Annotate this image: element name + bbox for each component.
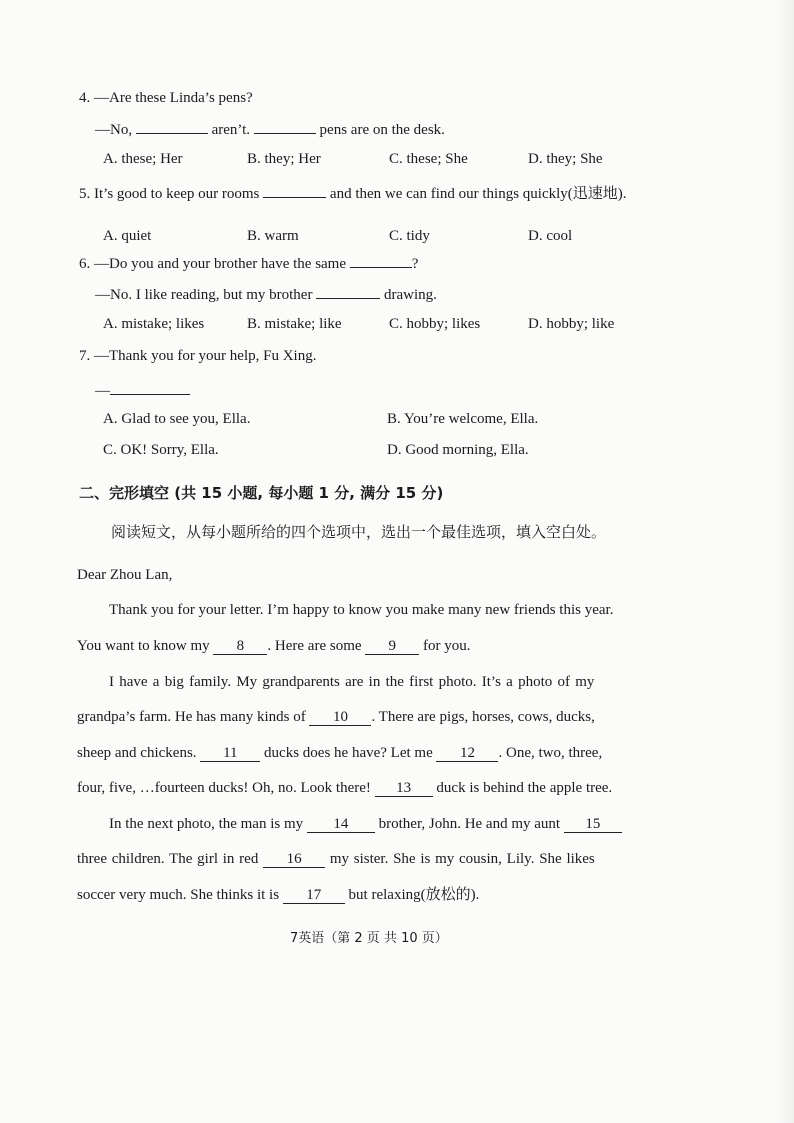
text-segment: soccer very much. She thinks it is	[77, 887, 280, 903]
q4-option-b: B. they; Her	[247, 151, 321, 167]
blank-8: 8	[213, 638, 267, 655]
q5-stem-a: 5. It’s good to keep our rooms	[79, 186, 260, 202]
q7-reply-dash: —	[95, 383, 110, 399]
text-segment: for you.	[423, 638, 471, 654]
section-instruction: 阅读短文，从每小题所给的四个选项中，选出一个最佳选项，填入空白处。	[111, 523, 607, 541]
q6-reply	[95, 284, 437, 304]
text-segment: my sister. She is my cousin, Lily. She likes	[329, 851, 595, 867]
q5-option-d: D. cool	[528, 228, 573, 244]
blank-16: 16	[263, 851, 325, 868]
q5-stem-b: and then we can find our things quickly(迅速地).	[329, 186, 627, 202]
blank-11: 11	[200, 745, 260, 762]
text-segment: In the next photo, the man is my	[109, 816, 304, 832]
q6-stem-b: ?	[411, 256, 419, 272]
letter-p2-line4	[77, 779, 612, 797]
letter-p1-line2	[77, 637, 471, 655]
q4-reply-b: aren’t.	[211, 122, 251, 138]
section-title: 二、完形填空 (共 15 小题, 每小题 1 分, 满分 15 分)	[79, 484, 444, 502]
q6-stem	[79, 253, 418, 273]
blank-17: 17	[283, 887, 345, 904]
q4-reply	[95, 119, 445, 139]
q7-option-c: C. OK! Sorry, Ella.	[103, 442, 219, 458]
blank-13: 13	[375, 780, 433, 797]
q7-stem: 7. —Thank you for your help, Fu Xing.	[79, 348, 317, 364]
blank-9: 9	[365, 638, 419, 655]
letter-p2-line1: I have a big family. My grandparents are in the first photo. It’s a photo of my	[109, 674, 595, 690]
q6-option-c: C. hobby; likes	[389, 316, 481, 332]
letter-p3-line2	[77, 850, 595, 868]
letter-p2-line2	[77, 708, 595, 726]
blank-15: 15	[564, 816, 622, 833]
q4-option-d: D. they; She	[528, 151, 603, 167]
text-segment: brother, John. He and my aunt	[378, 816, 561, 832]
q5-option-a: A. quiet	[103, 228, 152, 244]
text-segment: . Here are some	[267, 638, 362, 654]
text-segment: You want to know my	[77, 638, 210, 654]
text-segment: four, five, …fourteen ducks! Oh, no. Look there!	[77, 780, 371, 796]
q4-blank-1	[136, 119, 208, 134]
q6-reply-b: drawing.	[383, 287, 437, 303]
q7-option-a: A. Glad to see you, Ella.	[103, 411, 251, 427]
text-segment: grandpa’s farm. He has many kinds of	[77, 709, 306, 725]
q4-option-a: A. these; Her	[103, 151, 183, 167]
q4-reply-a: —No,	[95, 122, 133, 138]
scan-edge-shadow	[776, 0, 794, 1123]
text-segment: but relaxing(放松的).	[348, 887, 480, 903]
q7-option-d: D. Good morning, Ella.	[387, 442, 529, 458]
blank-12: 12	[436, 745, 498, 762]
q6-option-d: D. hobby; like	[528, 316, 615, 332]
text-segment: three children. The girl in red	[77, 851, 259, 867]
q7-reply	[95, 380, 190, 400]
text-segment: . There are pigs, horses, cows, ducks,	[371, 709, 595, 725]
q4-option-c: C. these; She	[389, 151, 468, 167]
page-footer: 7英语（第 2 页 共 10 页）	[290, 931, 448, 946]
q4-stem: 4. —Are these Linda’s pens?	[79, 90, 253, 106]
q5-option-c: C. tidy	[389, 228, 430, 244]
letter-p2-line3	[77, 744, 602, 762]
q6-option-a: A. mistake; likes	[103, 316, 205, 332]
q6-blank-2	[316, 284, 380, 299]
letter-p1-line1: Thank you for your letter. I’m happy to know you make many new friends this year.	[109, 602, 614, 618]
letter-greeting: Dear Zhou Lan,	[77, 567, 173, 583]
text-segment: ducks does he have? Let me	[264, 745, 433, 761]
q5-stem	[79, 183, 627, 203]
letter-p3-line3	[77, 886, 479, 904]
q6-reply-a: —No. I like reading, but my brother	[95, 287, 313, 303]
q4-reply-c: pens are on the desk.	[319, 122, 445, 138]
q7-blank	[110, 380, 190, 395]
blank-14: 14	[307, 816, 375, 833]
text-segment: . One, two, three,	[498, 745, 603, 761]
letter-p3-line1	[109, 815, 622, 833]
blank-10: 10	[309, 709, 371, 726]
text-segment: duck is behind the apple tree.	[436, 780, 613, 796]
q7-option-b: B. You’re welcome, Ella.	[387, 411, 539, 427]
q6-stem-a: 6. —Do you and your brother have the same	[79, 256, 347, 272]
text-segment: sheep and chickens.	[77, 745, 197, 761]
q6-option-b: B. mistake; like	[247, 316, 342, 332]
q4-blank-2	[254, 119, 316, 134]
q5-blank	[263, 183, 326, 198]
q5-option-b: B. warm	[247, 228, 299, 244]
q6-blank-1	[350, 253, 412, 268]
